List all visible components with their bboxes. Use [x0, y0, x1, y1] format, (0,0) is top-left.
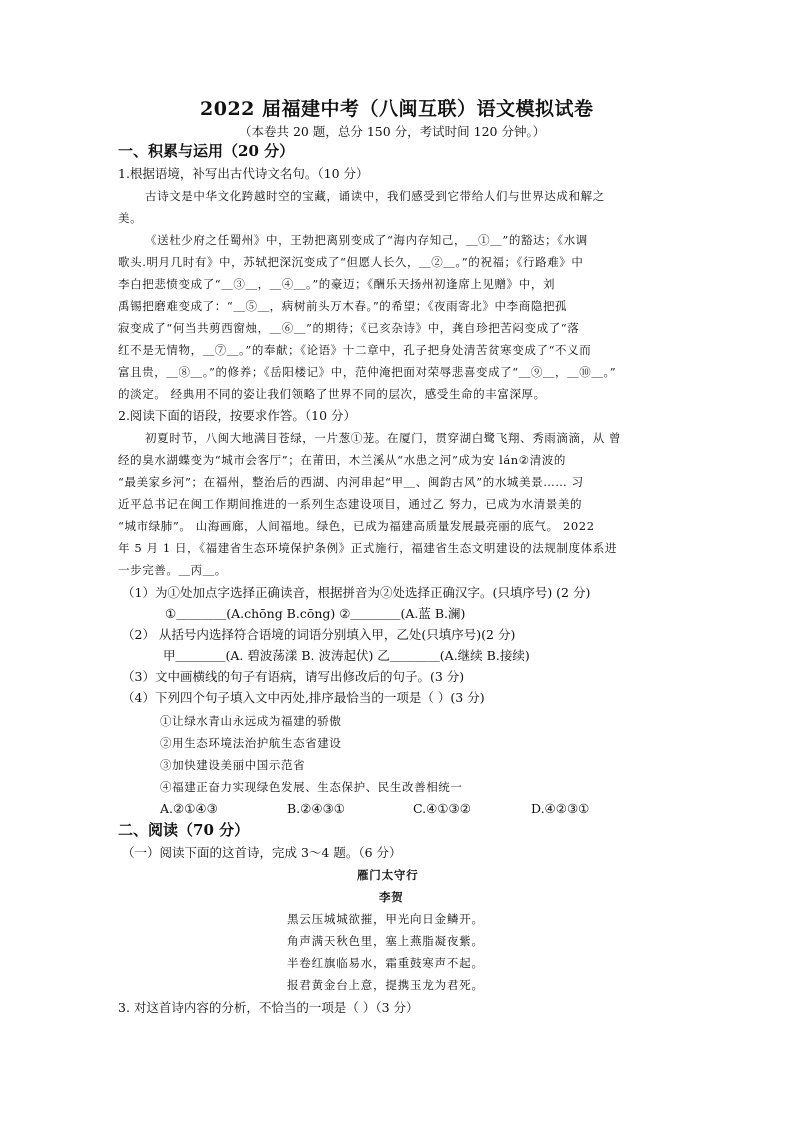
q1-stem: 1.根据语境，补写出古代诗文名句。（10 分）: [118, 166, 369, 181]
q2-sub2-options: 甲＿＿＿＿(A. 碧波荡漾 B. 波涛起伏) 乙＿＿＿＿(A.继续 B.接续): [163, 648, 530, 663]
q2-sub2: （2） 从括号内选择符合语境的词语分别填入甲，乙处(只填序号)(2 分): [122, 627, 516, 642]
q2-sub3: （3）文中画横线的句子有语病，请写出修改后的句子。(3 分): [122, 669, 465, 684]
q1-line: 《送杜少府之任蜀州》中，王勃把离别变成了“海内存知己，＿①＿”的豁达；《水调: [145, 233, 588, 247]
choice-d: D.④②③①: [531, 801, 590, 816]
exam-title: 2022 届福建中考（八闽互联）语文模拟试卷: [200, 98, 594, 120]
q1-line: 禹锡把磨难变成了：“＿⑤＿，病树前头万木春。”的希望；《夜雨寄北》中李商隐把孤: [118, 299, 568, 313]
choice-b: B.②④③①: [287, 801, 345, 816]
q2-sub1: （1）为①处加点字选择正确读音，根据拼音为②处选择正确汉字。(只填序号) (2 分): [122, 585, 591, 600]
poem-title: 雁门太守行: [357, 868, 419, 882]
q2-sub1-options: ①＿＿＿＿(A.chōng B.cōng) ②＿＿＿＿(A.蓝 B.澜): [165, 606, 466, 621]
choice-a: A.②①④③: [160, 801, 218, 816]
exam-subtitle: （本卷共 20 题，总分 150 分，考试时间 120 分钟。）: [239, 124, 546, 139]
q2-line: 初夏时节，八闽大地满目苍绿，一片葱①茏。在厦门，贯穿湖白鹭飞翔、秀雨滴滴，从 曾: [145, 431, 622, 445]
q1-line: 的淡定。 经典用不同的姿让我们领略了世界不同的层次，感受生命的丰富深厚。: [118, 387, 546, 401]
sentence-option: ③加快建设美丽中国示范省: [160, 758, 306, 772]
q2-line: 年 5 月 1 日，《福建省生态环境保护条例》正式施行，福建省生态文明建设的法规制度体系进: [118, 541, 618, 555]
q1-line: 红不是无情物，＿⑦＿。”的奉献；《论语》十二章中，孔子把身处清苦贫寒变成了“不义而: [118, 343, 592, 357]
q2-stem: 2.阅读下面的语段，按要求作答。（10 分）: [118, 408, 357, 423]
section1-heading: 一、积累与运用（20 分）: [118, 142, 295, 160]
q3-stem: 3. 对这首诗内容的分析，不恰当的一项是（ ）（3 分）: [118, 1000, 419, 1015]
poem-line: 角声满天秋色里，塞上燕脂凝夜紫。: [287, 934, 484, 948]
sentence-option: ④福建正奋力实现绿色发展、生态保护、民生改善相统一: [160, 780, 463, 794]
q2-line: 经的臭水湖蝶变为“城市会客厅”；在莆田，木兰溪从“水患之河”成为安 lán②清波的: [118, 453, 567, 467]
sentence-option: ①让绿水青山永远成为福建的骄傲: [160, 714, 342, 728]
reading-part1: （一）阅读下面的这首诗，完成 3～4 题。（6 分）: [122, 845, 402, 860]
q2-line: 近平总书记在闽工作期间推进的一系列生态建设项目，通过乙 努力，已成为水清景美的: [118, 497, 583, 511]
poem-line: 半卷红旗临易水，霜重鼓寒声不起。: [287, 956, 484, 970]
q1-line: 寂变成了“何当共剪西窗烛，＿⑥＿”的期待；《已亥杂诗》中，龚自珍把苦闷变成了“落: [118, 321, 580, 335]
poem-line: 黑云压城城欲摧，甲光向日金鳞开。: [287, 912, 484, 926]
poem-line: 报君黄金台上意，提携玉龙为君死。: [287, 978, 484, 992]
section2-heading: 二、阅读（70 分）: [118, 821, 250, 839]
poem-author: 李贺: [379, 890, 404, 904]
q1-line: 美。: [118, 211, 143, 225]
q1-line: 李白把悲愤变成了“＿③＿，＿④＿。”的豪迈；《酬乐天扬州初逢席上见赠》中，刘: [118, 277, 556, 291]
q2-sub4: （4）下列四个句子填入文中丙处,排序最恰当的一项是（ ）(3 分): [122, 690, 485, 705]
sentence-option: ②用生态环境法治护航生态省建设: [160, 736, 342, 750]
q2-line: “城市绿肺”。 山海画廊，人间福地。绿色，已成为福建高质量发展最亮丽的底气。 2022: [118, 519, 595, 533]
q1-line: 富且贵，＿⑧＿。”的修养；《岳阳楼记》中，范仲淹把面对荣辱悲喜变成了“＿⑨＿，＿⑩＿。”: [118, 365, 617, 379]
q2-line: 一步完善。＿丙＿。: [118, 563, 227, 577]
choice-c: C.④①③②: [413, 801, 471, 816]
q2-line: “最美家乡河”；在福州，整治后的西湖、内河串起“甲＿、闽韵古风”的水城美景…… 习: [118, 475, 584, 489]
q1-line: 歌头.明月几时有》中，苏轼把深沉变成了“但愿人长久，＿②＿。”的祝福；《行路难》中: [118, 255, 584, 269]
q1-line: 古诗文是中华文化跨越时空的宝藏，诵读中，我们感受到它带给人们与世界达成和解之: [145, 189, 605, 203]
